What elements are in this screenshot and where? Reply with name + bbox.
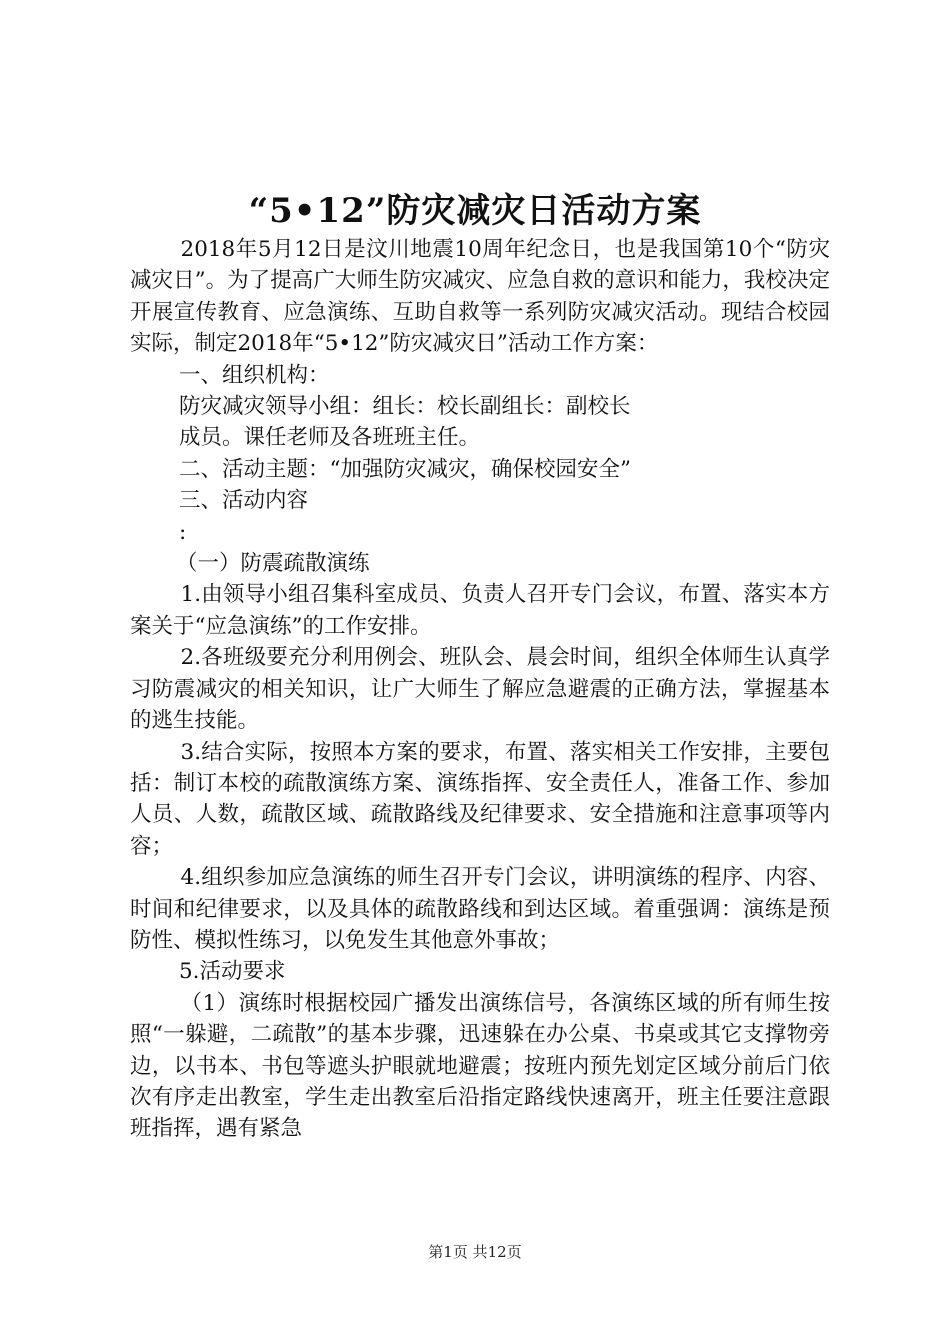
requirement-item-1: （1）演练时根据校园广播发出演练信号，各演练区域的所有师生按照“一躲避，二疏散”的基本步骤，迅速躲在办公桌、书桌或其它支撑物旁边，以书本、书包等遮头护眼就地避震；按班内预先划定区域分前后门依次有序走出教室，学生走出教室后沿指定路线快速离开，班主任要注意跟班指挥，遇有紧急 — [130, 990, 830, 1142]
list-item-2: 2.各班级要充分利用例会、班队会、晨会时间，组织全体师生认真学习防震减灾的相关知识，让广大师生了解应急避震的正确方法，掌握基本的逃生技能。 — [130, 645, 830, 734]
members-line: 成员。课任老师及各班班主任。 — [179, 425, 481, 451]
list-item-4: 4.组织参加应急演练的师生召开专门会议，讲明演练的程序、内容、时间和纪律要求，以及具体的疏散路线和到达区域。着重强调：演练是预防性、模拟性练习，以免发生其他意外事故； — [130, 865, 830, 953]
intro-paragraph: 2018年5月12日是汶川地震10周年纪念日，也是我国第10个“防灾减灾日”。为了提高广大师生防灾减灾、应急自救的意识和能力，我校决定开展宣传教育、应急演练、互助自救等一系列防灾减灾活动。现结合校园实际，制定2018年“5•12”防灾减灾日”活动工作方案： — [130, 237, 830, 357]
document-title: “5•12”防灾减灾日活动方案 — [248, 191, 702, 231]
subsection-heading-drill: （一）防震疏散演练 — [176, 551, 370, 577]
document-body — [130, 234, 830, 1145]
leadership-group-line: 防灾减灾领导小组：组长：校长副组长：副校长 — [179, 394, 631, 420]
list-item-1: 1.由领导小组召集科室成员、负责人召开专门会议，布置、落实本方案关于“应急演练”的工作安排。 — [130, 582, 830, 639]
list-item-3: 3.结合实际，按照本方案的要求，布置、落实相关工作安排，主要包括：制订本校的疏散演练方案、演练指挥、安全责任人，准备工作、参加人员、人数，疏散区域、疏散路线及纪律要求、安全措施和注意事项等内容； — [130, 739, 830, 859]
section-heading-content: 三、活动内容 — [179, 488, 309, 514]
list-item-5-heading: 5.活动要求 — [179, 959, 286, 985]
colon-line: : — [179, 519, 187, 545]
page-number-footer: 第1页 共12页 — [428, 1243, 522, 1261]
section-heading-theme: 二、活动主题：“加强防灾减灾，确保校园安全” — [179, 456, 631, 482]
section-heading-organization: 一、组织机构： — [179, 362, 330, 388]
